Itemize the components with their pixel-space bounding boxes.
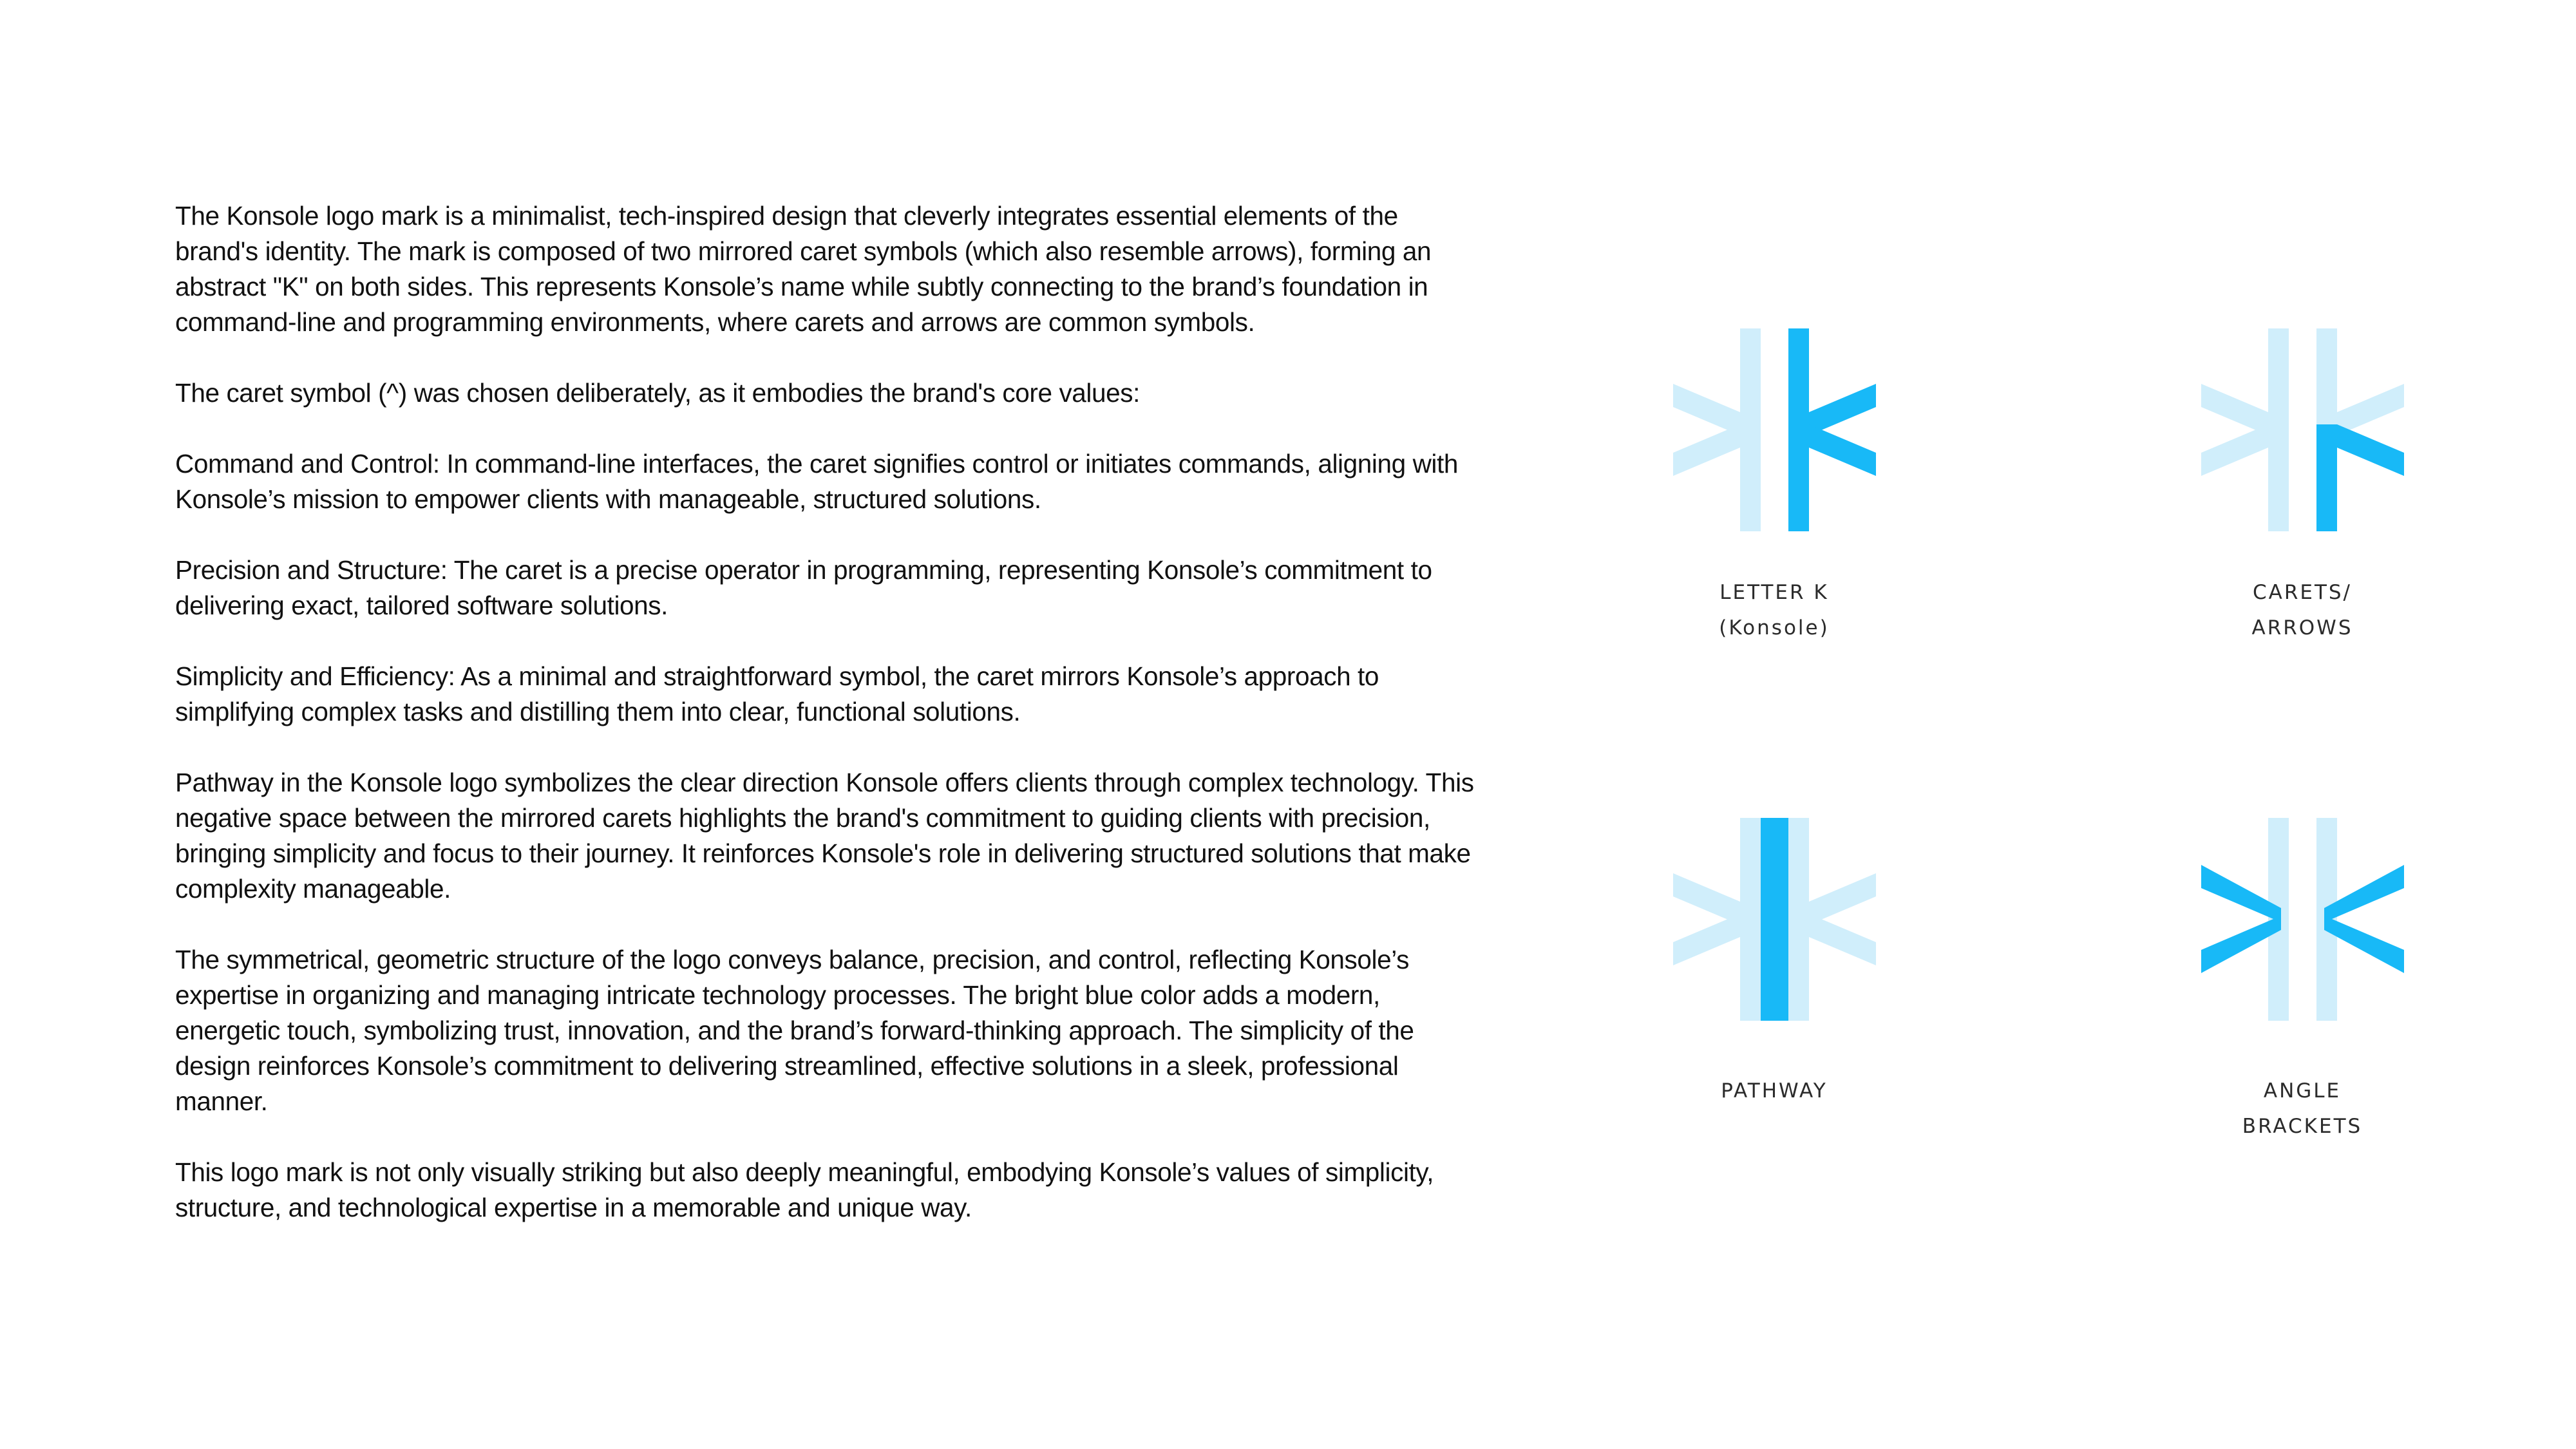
paragraph-pathway: Pathway in the Konsole logo symbolizes the clear direction Konsole offers clients through complex technology. This negative space between the mirrored carets highlights the brand's commitment to guiding clients with precision, bringing simplicity and focus to their journey. It reinforces Konsole's role in delivering structured solutions that make complexity manageable. (175, 768, 1474, 904)
angle-brackets-caption-line-1: ANGLE (2263, 1079, 2342, 1103)
letter-k-icon (1673, 328, 1876, 531)
logo-breakdown-pathway (1613, 818, 1935, 1109)
letter-k-caption-line-1: LETTER K (1719, 581, 1829, 604)
paragraph-simplicity-efficiency: Simplicity and Efficiency: As a minimal and straightforward symbol, the caret mirrors Konsole’s approach to simplifying complex tasks and distilling them into clear, functional solutions. (175, 661, 1379, 726)
paragraph-geometry-color: The symmetrical, geometric structure of the logo conveys balance, precision, and control, reflecting Konsole’s expertise in organizing and managing intricate technology processes. The bright blue color adds a modern, energetic touch, symbolizing trust, innovation, and the brand’s forward-thinking approach. The simplicity of the design reinforces Konsole’s commitment to delivering streamlined, effective solutions in a sleek, professional manner. (175, 945, 1414, 1116)
logo-breakdown-letter-k (1613, 328, 1935, 646)
paragraph-intro: The Konsole logo mark is a minimalist, tech-inspired design that cleverly integrates essential elements of the brand's identity. The mark is composed of two mirrored caret symbols (which also resemble arrows), forming an abstract "K" on both sides. This represents Konsole’s name while subtly connecting to the brand’s foundation in command-line and programming environments, where carets and arrows are common symbols. (175, 201, 1432, 337)
logo-breakdown-carets-arrows (2141, 328, 2463, 646)
body-copy (175, 198, 1476, 1261)
logo-breakdown-angle-brackets (2141, 818, 2463, 1144)
angle-brackets-caption (2141, 1074, 2463, 1144)
paragraph-command-control: Command and Control: In command-line interfaces, the caret signifies control or initiates commands, aligning with Konsole’s mission to empower clients with manageable, structured solutions. (175, 449, 1459, 514)
paragraph-precision-structure: Precision and Structure: The caret is a precise operator in programming, representing Konsole’s commitment to delivering exact, tailored software solutions. (175, 555, 1432, 620)
paragraph-closing: This logo mark is not only visually striking but also deeply meaningful, embodying Konsole’s values of simplicity, structure, and technological expertise in a memorable and unique way. (175, 1157, 1434, 1222)
angle-brackets-caption-line-2: BRACKETS (2242, 1115, 2363, 1138)
carets-arrows-caption-line-1: CARETS/ (2252, 581, 2353, 604)
pathway-caption-line-1: PATHWAY (1721, 1079, 1828, 1103)
angle-brackets-icon (2201, 818, 2404, 1021)
carets-arrows-caption-line-2: ARROWS (2251, 616, 2353, 639)
carets-arrows-caption (2141, 575, 2463, 646)
pathway-caption (1613, 1074, 1935, 1109)
letter-k-caption-line-2: (Konsole) (1719, 616, 1830, 639)
caret-arrow-icon (2201, 328, 2404, 531)
pathway-icon (1673, 818, 1876, 1021)
paragraph-caret-values: The caret symbol (^) was chosen deliberately, as it embodies the brand's core values: (175, 378, 1140, 408)
letter-k-caption (1613, 575, 1935, 646)
